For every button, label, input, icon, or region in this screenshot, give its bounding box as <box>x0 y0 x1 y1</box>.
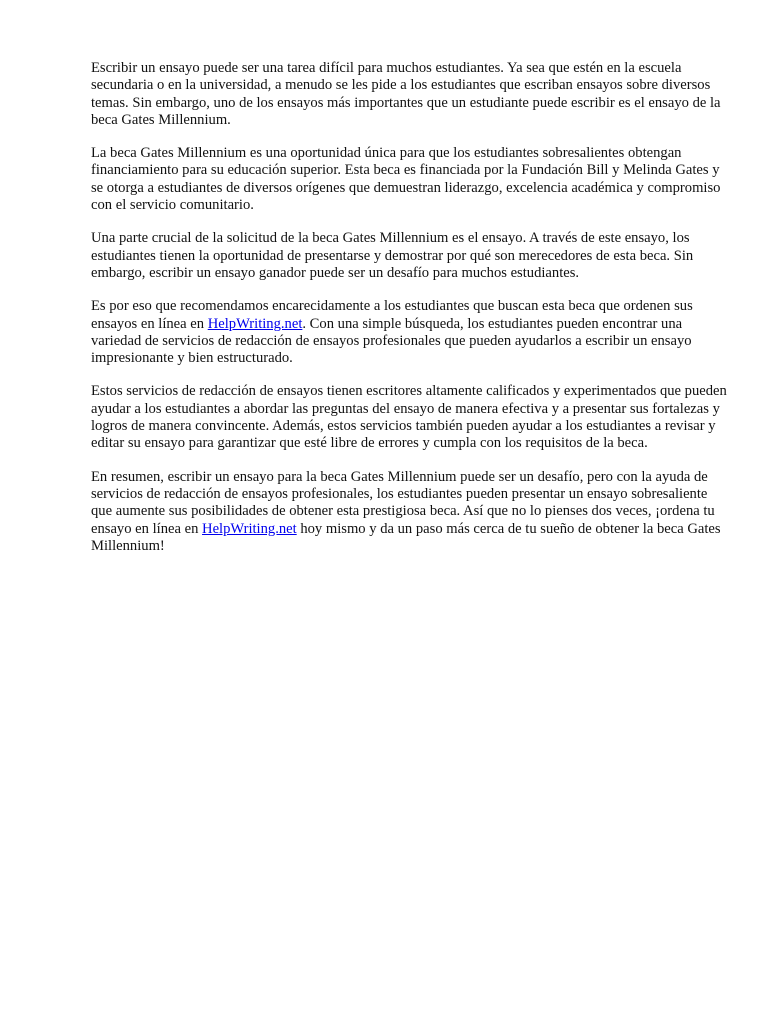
paragraph-scholarship-description: La beca Gates Millennium es una oportunidad única para que los estudiantes sobresalientes obtengan financiamiento para su educación superior. Esta beca es financiada por la Fundación Bill y Melinda Gates y se otorga a estudiantes de diversos orígenes que demuestran liderazgo, excelencia académica y compromiso con el servicio comunitario. <box>91 145 721 214</box>
paragraph-conclusion-before: En resumen, escribir un ensayo para la beca Gates Millennium puede ser un desafío, pero con la ayuda de servicios de redacción de ensayos profesionales, los estudiantes pueden presentar un ensayo sobresaliente que aumente sus posibilidades de obtener esta prestigiosa beca. Así que no lo pienses dos veces, ¡ordena tu ensayo en línea en <box>91 468 715 537</box>
paragraph-recommendation-before: Es por eso que recomendamos encarecidamente a los estudiantes que buscan esta beca que ordenen sus ensayos en línea en <box>91 298 693 332</box>
paragraph-essay-importance: Una parte crucial de la solicitud de la beca Gates Millennium es el ensayo. A través de este ensayo, los estudiantes tienen la oportunidad de presentarse y demostrar por qué son merecedores de esta beca. Sin embargo, escribir un ensayo ganador puede ser un desafío para muchos estudiantes. <box>91 230 694 281</box>
helpwriting-link-conclusion[interactable]: HelpWriting.net <box>202 520 297 537</box>
document-body <box>91 60 731 570</box>
paragraph-conclusion-after: hoy mismo y da un paso más cerca de tu sueño de obtener la beca Gates Millennium! <box>91 520 721 554</box>
paragraph-conclusion <box>91 469 731 555</box>
paragraph-services: Estos servicios de redacción de ensayos tienen escritores altamente calificados y experimentados que pueden ayudar a los estudiantes a abordar las preguntas del ensayo de manera efectiva y a presentar sus fortalezas y logros de manera convincente. Además, estos servicios también pueden ayudar a los estudiantes a revisar y editar su ensayo para garantizar que esté libre de errores y cumpla con los requisitos de la beca. <box>91 383 727 452</box>
paragraph-intro: Escribir un ensayo puede ser una tarea difícil para muchos estudiantes. Ya sea que estén en la escuela secundaria o en la universidad, a menudo se les pide a los estudiantes que escriban ensayos sobre diversos temas. Sin embargo, uno de los ensayos más importantes que un estudiante puede escribir es el ensayo de la beca Gates Millennium. <box>91 60 721 128</box>
helpwriting-link[interactable]: HelpWriting.net <box>207 315 303 332</box>
paragraph-recommendation <box>91 298 731 367</box>
paragraph-recommendation-after: . Con una simple búsqueda, los estudiantes pueden encontrar una variedad de servicios de redacción de ensayos profesionales que pueden ayudarlos a escribir un ensayo impresionante y bien estructurado. <box>91 315 692 367</box>
